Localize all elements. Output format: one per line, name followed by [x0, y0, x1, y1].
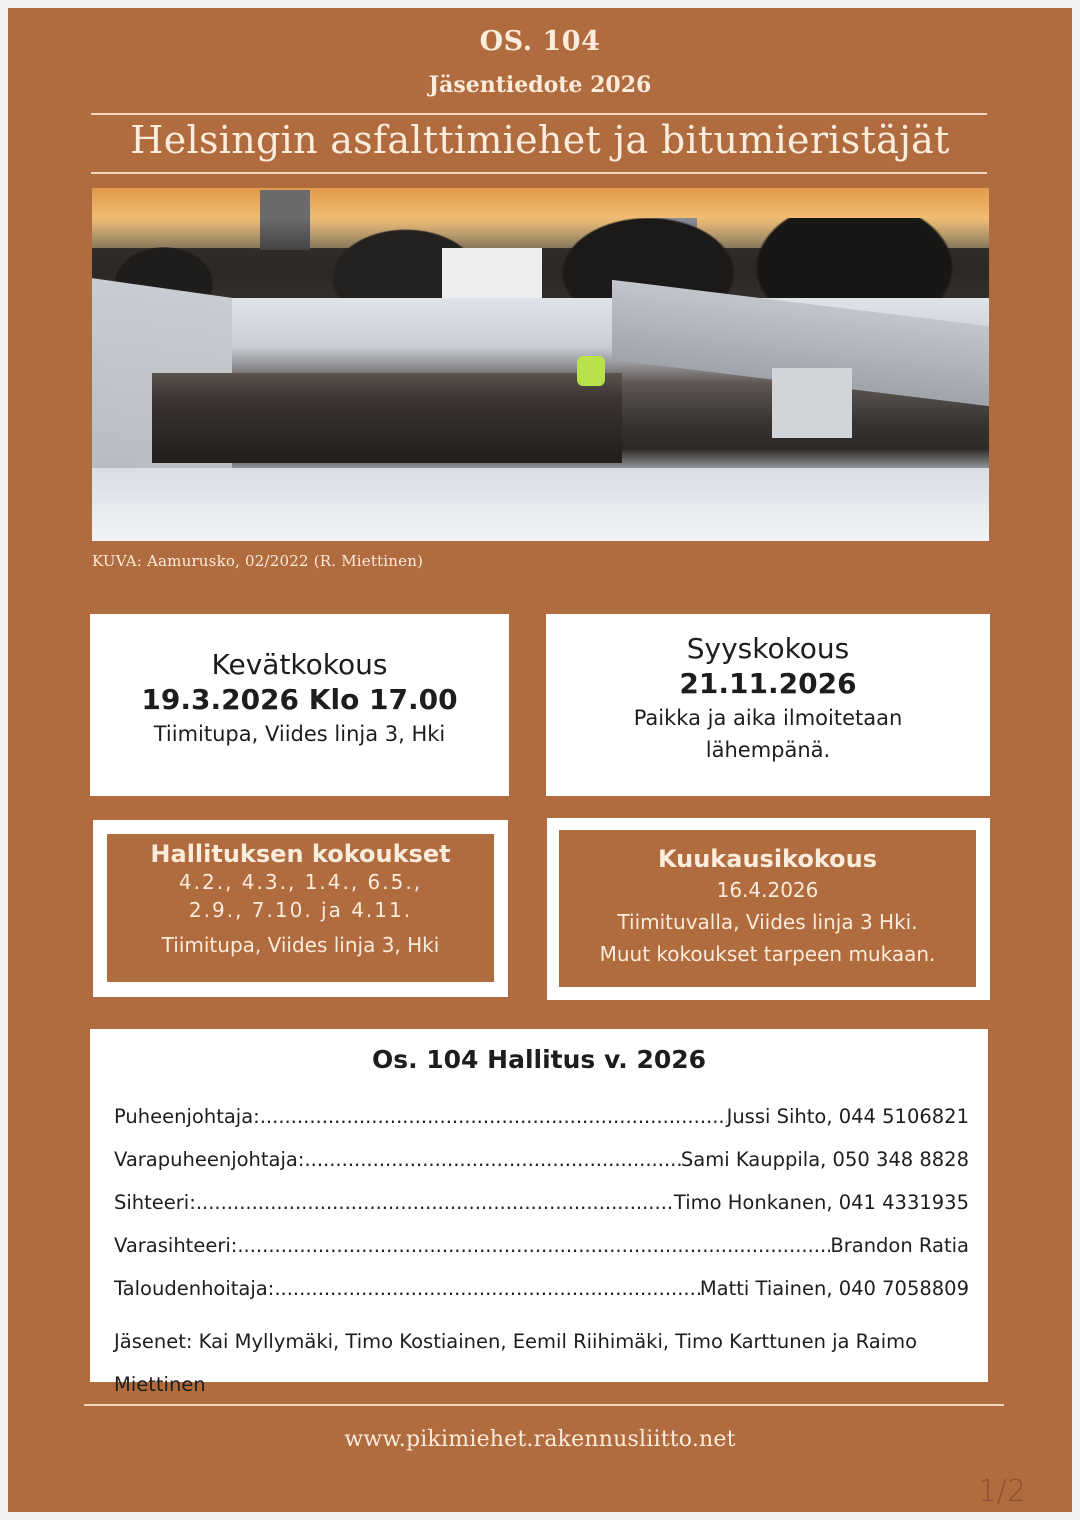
title-bottom-divider	[91, 172, 987, 174]
newsletter-page	[8, 8, 1072, 1512]
dot-leader	[274, 1277, 700, 1300]
autumn-meeting-heading: Syyskokous	[686, 632, 850, 665]
board-roles-list	[114, 1105, 969, 1406]
board-meetings-heading: Hallituksen kokoukset	[150, 840, 451, 868]
monthly-meeting-panel	[559, 830, 976, 987]
autumn-meeting-card	[546, 614, 990, 796]
photo-snow	[92, 468, 989, 541]
spring-meeting-card	[90, 614, 509, 796]
role-person: Sami Kauppila, 050 348 8828	[680, 1148, 969, 1171]
board-meetings-place: Tiimitupa, Viides linja 3, Hki	[161, 933, 440, 957]
autumn-meeting-date: 21.11.2026	[679, 667, 857, 700]
newsletter-subtitle: Jäsentiedote 2026	[428, 72, 652, 98]
role-label: Varapuheenjohtaja:	[114, 1148, 305, 1171]
role-label: Puheenjohtaja:	[114, 1105, 260, 1128]
spring-meeting-place: Tiimitupa, Viides linja 3, Hki	[153, 722, 446, 746]
board-meetings-dates-line1: 4.2., 4.3., 1.4., 6.5.,	[178, 870, 423, 894]
rooftop-photo	[92, 188, 989, 541]
role-person: Matti Tiainen, 040 7058809	[699, 1277, 969, 1300]
board-role-row	[114, 1234, 969, 1277]
board-members-line2: Miettinen	[114, 1373, 206, 1396]
monthly-meeting-place: Tiimituvalla, Viides linja 3 Hki.	[617, 910, 918, 934]
autumn-meeting-place-line2: lähempänä.	[705, 738, 831, 762]
role-label: Taloudenhoitaja:	[114, 1277, 275, 1300]
role-person: Timo Honkanen, 041 4331935	[673, 1191, 969, 1214]
photo-materials	[772, 368, 852, 438]
monthly-meeting-date: 16.4.2026	[716, 878, 819, 902]
board-role-row	[114, 1277, 969, 1320]
spring-meeting-date: 19.3.2026 Klo 17.00	[141, 683, 458, 716]
board-meetings-panel	[107, 834, 494, 982]
board-title: Os. 104 Hallitus v. 2026	[371, 1045, 707, 1074]
page-indicator: 1/2	[977, 1474, 1026, 1509]
role-person: Brandon Ratia	[830, 1234, 969, 1257]
photo-roof-slab	[152, 373, 622, 463]
footer-divider	[84, 1404, 1004, 1406]
issue-label: OS. 104	[479, 26, 601, 57]
monthly-meeting-heading: Kuukausikokous	[657, 845, 878, 873]
monthly-meeting-card	[547, 818, 990, 1000]
website-link[interactable]: www.pikimiehet.rakennusliitto.net	[344, 1427, 736, 1452]
dot-leader	[304, 1148, 680, 1171]
board-meetings-dates-line2: 2.9., 7.10. ja 4.11.	[188, 898, 413, 922]
dot-leader	[260, 1105, 727, 1128]
title-top-divider	[91, 113, 987, 115]
spring-meeting-heading: Kevätkokous	[211, 648, 388, 681]
board-role-row	[114, 1191, 969, 1234]
board-members-line1: Jäsenet: Kai Myllymäki, Timo Kostiainen, Eemil Riihimäki, Timo Karttunen ja Raimo	[114, 1330, 918, 1353]
role-person: Jussi Sihto, 044 5106821	[726, 1105, 969, 1128]
board-meetings-card	[93, 820, 508, 997]
photo-rooftop-structure	[442, 248, 542, 298]
autumn-meeting-place-line1: Paikka ja aika ilmoitetaan	[633, 706, 903, 730]
photo-worker	[577, 356, 605, 386]
board-role-row	[114, 1148, 969, 1191]
role-label: Sihteeri:	[114, 1191, 196, 1214]
dot-leader	[196, 1191, 674, 1214]
role-label: Varasihteeri:	[114, 1234, 238, 1257]
photo-caption: KUVA: Aamurusko, 02/2022 (R. Miettinen)	[92, 552, 424, 570]
board-members-card	[90, 1029, 988, 1396]
monthly-meeting-note: Muut kokoukset tarpeen mukaan.	[599, 942, 936, 966]
dot-leader	[237, 1234, 830, 1257]
board-role-row	[114, 1105, 969, 1148]
page-title: Helsingin asfalttimiehet ja bitumieristäjät	[130, 118, 950, 162]
